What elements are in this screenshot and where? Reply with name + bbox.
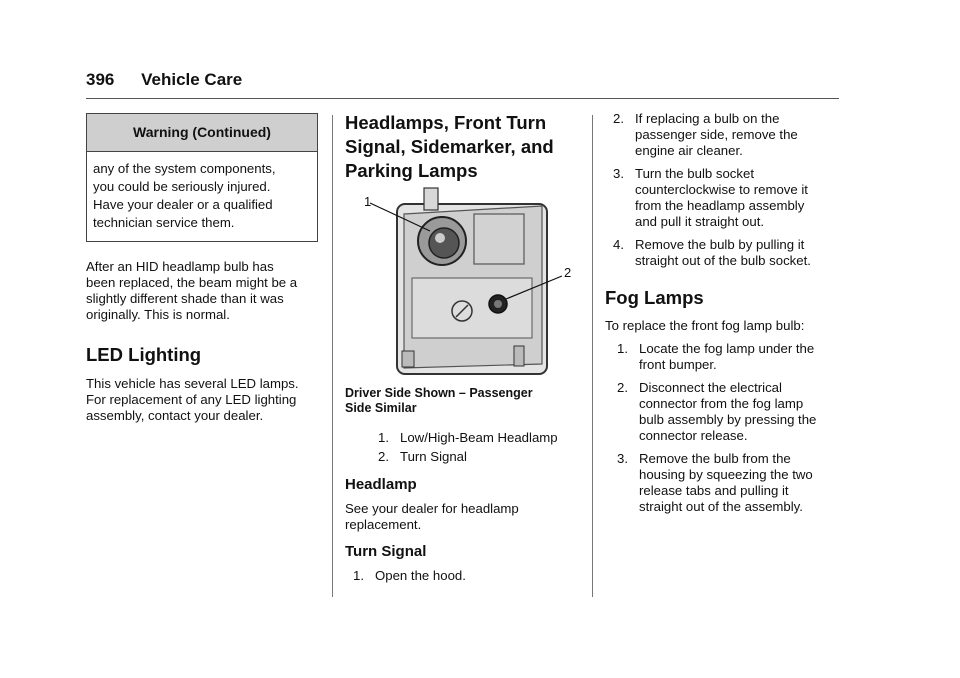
heading-line: Parking Lamps bbox=[345, 160, 478, 181]
headlamp-illustration bbox=[362, 186, 577, 386]
warning-line: you could be seriously injured. bbox=[93, 179, 271, 194]
headlamps-heading bbox=[345, 111, 580, 183]
fog-intro: To replace the front fog lamp bulb: bbox=[605, 318, 805, 333]
headlamp-subheading: Headlamp bbox=[345, 476, 417, 493]
text-line: assembly, contact your dealer. bbox=[86, 408, 264, 423]
warning-title: Warning (Continued) bbox=[87, 114, 317, 152]
callout-2: 2 bbox=[564, 265, 572, 280]
column-divider-2 bbox=[592, 115, 593, 597]
column-left bbox=[86, 113, 321, 424]
text-line: been replaced, the beam might be a bbox=[86, 275, 298, 290]
text-line: See your dealer for headlamp bbox=[345, 501, 519, 516]
figure-legend bbox=[378, 430, 585, 465]
caption-line: Driver Side Shown – Passenger bbox=[345, 386, 533, 400]
heading-line: Headlamps, Front Turn bbox=[345, 112, 547, 133]
text-line: For replacement of any LED lighting bbox=[86, 392, 297, 407]
headlamp-text bbox=[345, 501, 585, 533]
legend-item: 2. Turn Signal bbox=[378, 449, 467, 464]
page-header bbox=[86, 70, 242, 90]
warning-body bbox=[87, 152, 317, 241]
column-divider-1 bbox=[332, 115, 333, 597]
step-item: 1. Locate the fog lamp under the front bumper. bbox=[617, 341, 815, 372]
led-heading: LED Lighting bbox=[86, 344, 202, 365]
step-item: 2. Disconnect the electrical connector from the fog lamp bulb assembly by pressing the connector release. bbox=[617, 380, 817, 443]
header-rule bbox=[86, 98, 839, 99]
page-number: 396 bbox=[86, 70, 115, 89]
text-line: After an HID headlamp bulb has bbox=[86, 259, 274, 274]
step-item: 3. Remove the bulb from the housing by squeezing the two release tabs and pulling it straight out of the assembly. bbox=[617, 451, 813, 514]
fog-lamps-heading: Fog Lamps bbox=[605, 287, 704, 308]
warning-line: technician service them. bbox=[93, 215, 235, 230]
caption-line: Side Similar bbox=[345, 401, 417, 415]
led-text bbox=[86, 376, 321, 424]
warning-line: Have your dealer or a qualified bbox=[93, 197, 273, 212]
text-line: slightly different shade than it was bbox=[86, 291, 284, 306]
section-title: Vehicle Care bbox=[141, 70, 243, 89]
text-line: replacement. bbox=[345, 517, 422, 532]
text-line: This vehicle has several LED lamps. bbox=[86, 376, 299, 391]
hid-note bbox=[86, 259, 321, 323]
warning-box bbox=[86, 113, 318, 242]
figure-caption bbox=[345, 386, 585, 416]
step-item: 4. Remove the bulb by pulling it straight out of the bulb socket. bbox=[613, 237, 811, 268]
legend-item: 1. Low/High-Beam Headlamp bbox=[378, 430, 558, 445]
turn-signal-subheading: Turn Signal bbox=[345, 543, 427, 560]
step-item: 2. If replacing a bulb on the passenger side, remove the engine air cleaner. bbox=[613, 111, 798, 158]
text-line: originally. This is normal. bbox=[86, 307, 230, 322]
column-middle-lower bbox=[345, 386, 585, 584]
warning-line: any of the system components, bbox=[93, 161, 276, 176]
heading-line: Signal, Sidemarker, and bbox=[345, 136, 554, 157]
column-right bbox=[605, 111, 843, 515]
column-middle bbox=[345, 111, 580, 183]
step-item: 3. Turn the bulb socket counterclockwise to remove it from the headlamp assembly and pull it straight out. bbox=[613, 166, 808, 229]
step-item: 1. Open the hood. bbox=[353, 568, 466, 583]
callout-1: 1 bbox=[364, 194, 372, 209]
